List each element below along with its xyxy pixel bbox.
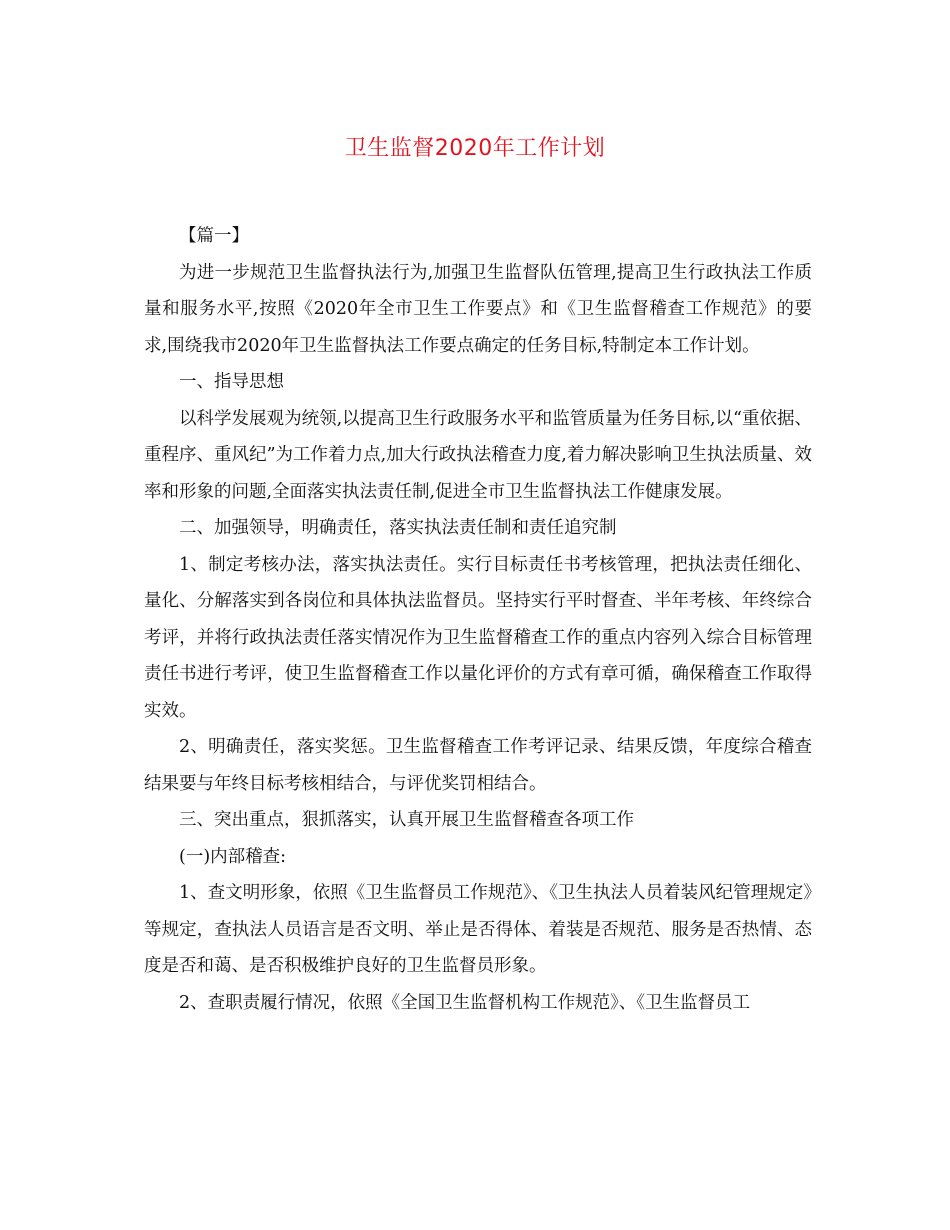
paragraph-item-2: 2、明确责任，落实奖惩。卫生监督稽查工作考评记录、结果反馈，年度综合稽查结果要与年终目标考核相结合，与评优奖罚相结合。	[144, 737, 812, 794]
section-heading-1: 一、指导思想	[179, 372, 284, 392]
paragraph-check-image: 1、查文明形象，依照《卫生监督员工作规范》、《卫生执法人员着装风纪管理规定》等规定，查执法人员语言是否文明、举止是否得体、着装是否规范、服务是否热情、态度是否和蔼、是否积极维护良好的卫生监督员形象。	[144, 883, 812, 976]
paragraph-item-1: 1、制定考核办法，落实执法责任。实行目标责任书考核管理，把执法责任细化、量化、分解落实到各岗位和具体执法监督员。坚持实行平时督查、半年考核、年终综合考评，并将行政执法责任落实情况作为卫生监督稽查工作的重点内容列入综合目标管理责任书进行考评，使卫生监督稽查工作以量化评价的方式有章可循，确保稽查工作取得实效。	[144, 554, 812, 721]
paragraph-guiding-thought: 以科学发展观为统领,以提高卫生行政服务水平和监管质量为任务目标,以“重依据、重程序、重风纪”为工作着力点,加大行政执法稽查力度,着力解决影响卫生执法质量、效率和形象的问题,全面落实执法责任制,促进全市卫生监督执法工作健康发展。	[144, 408, 812, 502]
section-label: 【篇一】	[179, 226, 249, 246]
document-title: 卫生监督2020年工作计划	[344, 136, 606, 161]
subsection-heading-internal: (一)内部稽查:	[179, 846, 287, 867]
section-heading-3: 三、突出重点，狠抓落实，认真开展卫生监督稽查各项工作	[179, 810, 634, 830]
paragraph-check-duty: 2、查职责履行情况，依照《全国卫生监督机构工作规范》、《卫生监督员工	[179, 992, 751, 1013]
document-body	[144, 218, 812, 1021]
intro-paragraph: 为进一步规范卫生监督执法行为,加强卫生监督队伍管理,提高卫生行政执法工作质量和服务水平,按照《2020年全市卫生工作要点》和《卫生监督稽查工作规范》的要求,围绕我市2020年卫生监督执法工作要点确定的任务目标,特制定本工作计划。	[144, 262, 812, 356]
section-heading-2: 二、加强领导，明确责任，落实执法责任制和责任追究制	[179, 518, 617, 538]
